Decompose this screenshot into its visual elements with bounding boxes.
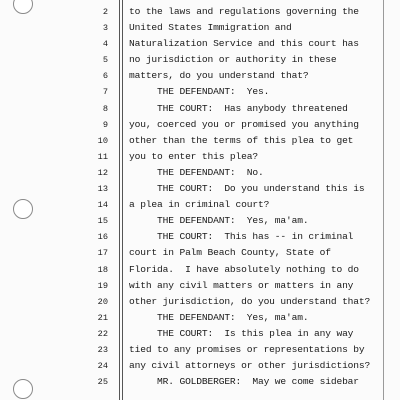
line-text: you, coerced you or promised you anything <box>129 118 359 130</box>
line-number: 3 <box>102 23 108 34</box>
line-text: THE COURT: Has anybody threatened <box>129 102 348 114</box>
line-text: tied to any promises or representations by <box>129 343 365 355</box>
line-text: THE DEFENDANT: Yes, ma'am. <box>129 311 309 323</box>
transcript-line <box>0 36 400 52</box>
line-text: THE COURT: Is this plea in any way <box>129 327 354 339</box>
line-number: 16 <box>97 232 108 243</box>
transcript-line <box>0 374 400 390</box>
transcript-line <box>0 197 400 213</box>
line-text: THE DEFENDANT: Yes, ma'am. <box>129 215 309 227</box>
transcript-line <box>0 310 400 326</box>
transcript-line <box>0 181 400 197</box>
transcript-line <box>0 165 400 181</box>
line-number: 5 <box>102 55 108 66</box>
transcript-line <box>0 229 400 245</box>
transcript-line <box>0 101 400 117</box>
transcript-line <box>0 294 400 310</box>
line-number: 15 <box>97 216 108 227</box>
transcript-line <box>0 68 400 84</box>
line-number: 21 <box>97 312 108 323</box>
line-text: to the laws and regulations governing the <box>129 6 359 17</box>
line-text: THE COURT: Do you understand this is <box>129 183 365 195</box>
line-number: 6 <box>102 71 108 82</box>
transcript-line <box>0 117 400 133</box>
transcript-line <box>0 84 400 100</box>
line-number: 17 <box>97 248 108 259</box>
line-text: court in Palm Beach County, State of <box>129 247 331 259</box>
line-number: 25 <box>97 377 108 388</box>
line-number: 7 <box>102 87 108 98</box>
transcript-line <box>0 342 400 358</box>
line-text: THE DEFENDANT: No. <box>129 166 264 178</box>
transcript-lines <box>0 4 400 390</box>
line-text: no jurisdiction or authority in these <box>129 54 337 66</box>
transcript-line <box>0 262 400 278</box>
line-number: 9 <box>102 119 108 130</box>
line-number: 11 <box>97 151 108 162</box>
transcript-line <box>0 52 400 68</box>
line-text: any civil attorneys or other jurisdictions? <box>129 360 371 372</box>
transcript-line <box>0 358 400 374</box>
line-text: MR. GOLDBERGER: May we come sidebar <box>129 376 359 388</box>
transcript-line <box>0 4 400 20</box>
line-number: 23 <box>97 344 108 355</box>
line-number: 20 <box>97 296 108 307</box>
line-text: United States Immigration and <box>129 22 292 34</box>
line-number: 10 <box>97 135 108 146</box>
line-number: 19 <box>97 280 108 291</box>
line-text: other than the terms of this plea to get <box>129 134 354 146</box>
line-number: 13 <box>97 184 108 195</box>
line-text: with any civil matters or matters in any <box>129 279 354 291</box>
line-text: Florida. I have absolutely nothing to do <box>129 263 359 275</box>
line-number: 4 <box>102 39 108 50</box>
transcript-line <box>0 278 400 294</box>
line-text: THE DEFENDANT: Yes. <box>129 86 270 98</box>
line-number: 24 <box>97 361 108 372</box>
transcript-line <box>0 213 400 229</box>
line-text: matters, do you understand that? <box>129 70 309 82</box>
line-number: 14 <box>97 200 108 211</box>
line-text: THE COURT: This has -- in criminal <box>129 231 354 243</box>
line-number: 22 <box>97 328 108 339</box>
transcript-line <box>0 20 400 36</box>
transcript-line <box>0 326 400 342</box>
line-text: other jurisdiction, do you understand that? <box>129 295 371 307</box>
line-text: you to enter this plea? <box>129 150 258 162</box>
transcript-line <box>0 245 400 261</box>
line-number: 2 <box>102 7 108 17</box>
transcript-line <box>0 133 400 149</box>
line-number: 12 <box>97 167 108 178</box>
line-number: 8 <box>102 103 108 114</box>
line-text: Naturalization Service and this court has <box>129 38 359 50</box>
line-text: a plea in criminal court? <box>129 199 270 211</box>
transcript-line <box>0 149 400 165</box>
line-number: 18 <box>97 264 108 275</box>
